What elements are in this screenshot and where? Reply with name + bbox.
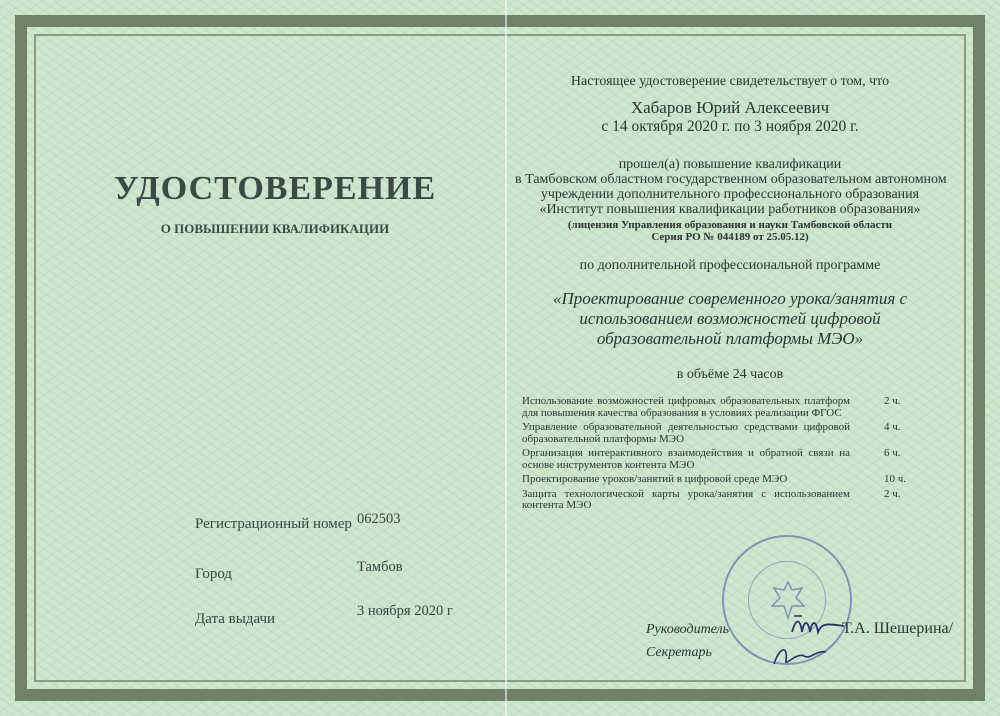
- module-item: [522, 396, 912, 419]
- module-hours: 4 ч.: [884, 421, 901, 433]
- secretary-label: Секретарь: [646, 645, 712, 660]
- module-title: Управление образовательной деятельностью средствами цифровой образовательной платформы МЭО: [522, 421, 850, 445]
- program-line-2: использованием возможностей цифровой: [579, 309, 881, 328]
- license-line-2: Серия РО № 044189 от 25.05.12): [651, 231, 809, 243]
- license-line-1: (лицензия Управления образования и науки Тамбовской области: [567, 219, 893, 231]
- training-period: с 14 октября 2020 г. по 3 ноября 2020 г.: [601, 118, 859, 135]
- org-line-1: в Тамбовском областном государственном образовательном автономном: [515, 172, 947, 187]
- module-title: Проектирование уроков/занятий в цифровой среде МЭО: [522, 473, 788, 485]
- module-item: [522, 474, 912, 486]
- certificate-title: УДОСТОВЕРЕНИЕ: [113, 170, 437, 207]
- module-hours: 2 ч.: [884, 487, 901, 500]
- modules-list: [522, 396, 912, 515]
- module-item: [522, 448, 912, 471]
- module-item: [522, 422, 912, 445]
- center-fold: [505, 0, 507, 716]
- city-value: Тамбов: [357, 559, 403, 575]
- reg-number-label: Регистрационный номер: [195, 516, 352, 532]
- issue-date-value: 3 ноября 2020 г: [357, 603, 453, 619]
- issue-date-label: Дата выдачи: [195, 611, 276, 627]
- program-line-3: образовательной платформы МЭО»: [596, 329, 864, 348]
- head-label: Руководитель: [646, 622, 730, 637]
- secretary-signature: [770, 642, 830, 672]
- module-hours: 6 ч.: [884, 447, 901, 459]
- program-line-1: «Проектирование современного урока/занятия с: [552, 289, 908, 308]
- org-line-2: учреждении дополнительного профессионального образования: [540, 187, 920, 202]
- head-name: Т.А. Шешерина/: [842, 620, 954, 637]
- module-title: Организация интерактивного взаимодействия и обратной связи на основе инструментов контента МЭО: [522, 447, 850, 471]
- module-title: Использование возможностей цифровых образовательных платформ для повышения качества образования в условиях реализации ФГОС: [522, 395, 850, 419]
- certificate-subtitle: О ПОВЫШЕНИИ КВАЛИФИКАЦИИ: [160, 221, 390, 236]
- org-line-3: «Институт повышения квалификации работников образования»: [539, 202, 921, 217]
- module-item: [522, 489, 912, 512]
- head-signature: [788, 612, 848, 642]
- program-volume: в объёме 24 часов: [676, 367, 784, 382]
- module-title: Защита технологической карты урока/занятия с использованием контента МЭО: [522, 487, 850, 511]
- intro-text: Настоящее удостоверение свидетельствует о том, что: [570, 74, 890, 89]
- program-intro: по дополнительной профессиональной программе: [579, 258, 881, 273]
- holder-name: Хабаров Юрий Алексеевич: [630, 98, 830, 117]
- module-hours: 10 ч.: [884, 473, 907, 485]
- passed-text: прошел(а) повышение квалификации: [618, 157, 842, 172]
- module-hours: 2 ч.: [884, 395, 901, 407]
- reg-number-value: 062503: [357, 511, 401, 527]
- city-label: Город: [195, 566, 233, 582]
